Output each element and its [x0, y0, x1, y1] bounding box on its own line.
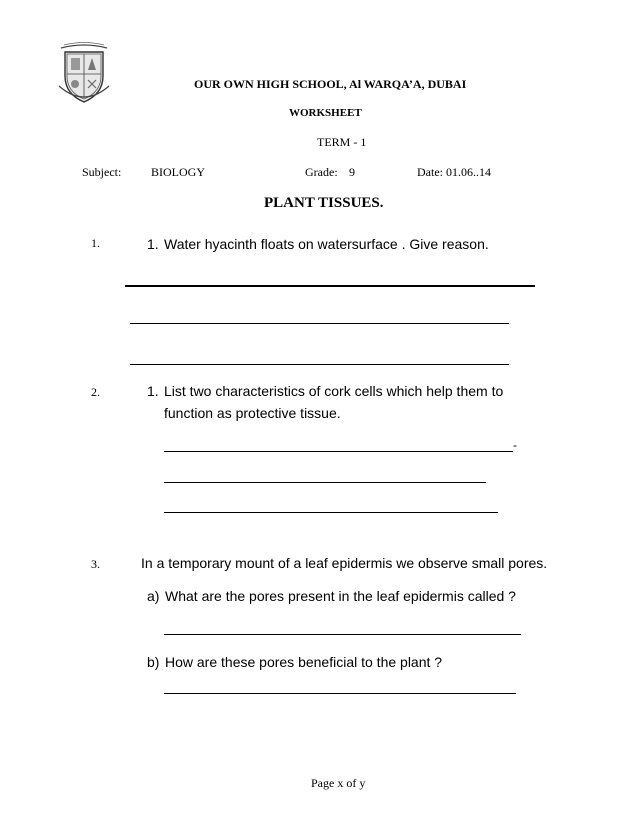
question-1-number: 1. — [91, 236, 100, 250]
answer-line — [164, 693, 516, 694]
answer-line — [164, 482, 486, 483]
question-3a-label: a) — [147, 588, 160, 604]
subject-value: BIOLOGY — [151, 165, 205, 179]
question-1-sub-number: 1. — [147, 236, 159, 252]
worksheet-title: PLANT TISSUES. — [264, 195, 384, 211]
page-footer: Page x of y — [311, 776, 366, 790]
answer-line — [130, 364, 509, 365]
answer-line — [164, 512, 498, 513]
question-2-text-line-1: List two characteristics of cork cells which help them to — [164, 383, 504, 399]
answer-line — [164, 451, 513, 452]
grade-label: Grade: — [305, 165, 338, 179]
question-2-number: 2. — [91, 385, 100, 399]
question-2-text-line-2: function as protective tissue. — [164, 405, 341, 421]
question-3b-text: How are these pores beneficial to the plant ? — [165, 654, 443, 670]
date-text: Date: 01.06..14 — [417, 165, 491, 179]
answer-line — [125, 285, 535, 287]
question-3b-label: b) — [147, 654, 160, 670]
dash-mark: - — [513, 438, 517, 452]
school-name: OUR OWN HIGH SCHOOL, Al WARQA’A, DUBAI — [194, 77, 467, 91]
question-3-text: In a temporary mount of a leaf epidermis we observe small pores. — [141, 555, 548, 571]
grade-value: 9 — [349, 165, 355, 179]
question-3-number: 3. — [91, 557, 100, 571]
answer-line — [130, 323, 509, 324]
question-1-text: Water hyacinth floats on watersurface . Give reason. — [164, 236, 489, 252]
answer-line — [164, 634, 521, 635]
question-2-sub-number: 1. — [147, 383, 159, 399]
term-label: TERM - 1 — [317, 135, 367, 149]
school-crest-logo — [55, 42, 113, 104]
question-3a-text: What are the pores present in the leaf epidermis called ? — [165, 588, 516, 604]
worksheet-label: WORKSHEET — [289, 107, 362, 119]
subject-label: Subject: — [82, 165, 122, 179]
